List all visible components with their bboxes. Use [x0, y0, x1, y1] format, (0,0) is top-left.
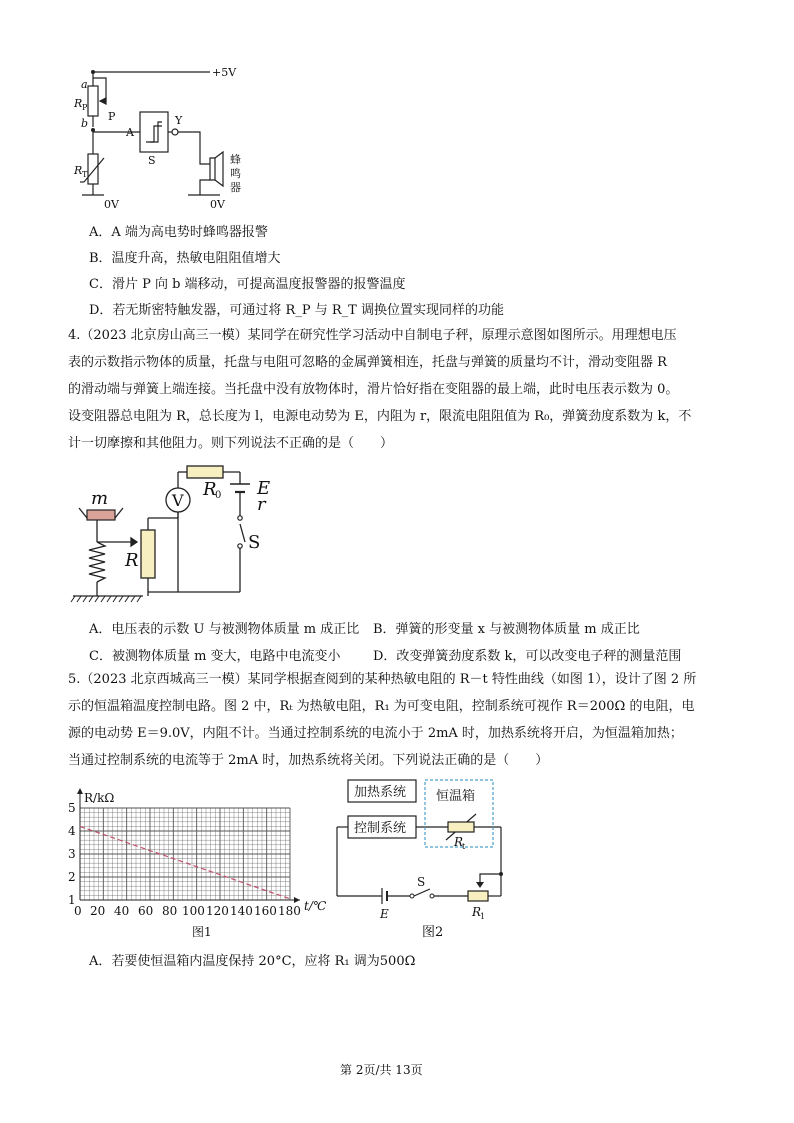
q4-option-c: C．被测物体质量 m 变大，电路中电流变小: [89, 649, 341, 664]
x-tick-80: 80: [162, 904, 178, 918]
label-heater: 加热系统: [354, 785, 407, 800]
y-tick-2: 2: [68, 870, 76, 884]
label-switch: S: [417, 875, 426, 889]
label-rp-sub: P: [82, 103, 88, 112]
label-rp: R: [74, 97, 83, 110]
y-tick-1: 1: [68, 893, 76, 907]
y-tick-4: 4: [68, 824, 76, 838]
label-output-y: Y: [175, 114, 183, 127]
label-plus5v: +5V: [212, 66, 237, 79]
circuit-1-figure: [60, 62, 320, 214]
q5-option-a: A．若要使恒温箱内温度保持 20°C，应将 R₁ 调为500Ω: [89, 954, 416, 969]
q5-line-3: 源的电动势 E＝9.0V，内阻不计。当通过控制系统的电流小于 2mA 时，加热系统将开启，为恒温箱加热；: [68, 726, 683, 741]
x-tick-0: 0: [74, 904, 82, 918]
y-tick-3: 3: [68, 847, 76, 861]
q3-option-c: C．滑片 P 向 b 端移动，可提高温度报警器的报警温度: [89, 277, 406, 292]
label-rt-sub: T: [82, 170, 88, 179]
x-tick-60: 60: [138, 904, 154, 918]
label-buzzer-3: 器: [230, 181, 241, 194]
label-gnd-right: 0V: [210, 198, 225, 211]
q5-line-2: 示的恒温箱温度控制电路。图 2 中，Rₜ 为热敏电阻，R₁ 为可变电阻，控制系统可视作 R＝200Ω 的电阻，电: [68, 699, 695, 714]
q5-stem: [68, 666, 748, 774]
q4-line-2: 表的示数指示物体的质量，托盘与电阻可忽略的金属弹簧相连，托盘与弹簧的质量均不计，滑动变阻器 R: [68, 355, 667, 370]
label-switch-s: S: [248, 532, 261, 553]
chart-grid: [80, 808, 290, 900]
x-tick-180: 180: [278, 904, 301, 918]
label-rt-sub: t: [462, 842, 466, 851]
label-trigger-s: S: [148, 154, 156, 167]
q4-option-a: A．电压表的示数 U 与被测物体质量 m 成正比: [89, 622, 360, 637]
label-buzzer-1: 蜂: [230, 153, 241, 166]
label-oven: 恒温箱: [436, 789, 476, 804]
label-rt: R: [74, 164, 83, 177]
q4-stem: [68, 322, 748, 457]
scale-circuit-figure: [65, 460, 295, 610]
rt-data-line: [80, 826, 290, 898]
label-node-b: b: [81, 117, 89, 130]
x-tick-140: 140: [230, 904, 253, 918]
q4-line-1: 4.（2023 北京房山高三一模）某同学在研究性学习活动中自制电子秤，原理示意图如图所示。用理想电压: [68, 328, 677, 343]
label-internal-r: r: [257, 494, 266, 515]
y-tick-5: 5: [68, 801, 76, 815]
q5-line-1: 5.（2023 北京西城高三一模）某同学根据查阅到的某种热敏电阻的 R－t 特性曲线（如图 1），设计了图 2 所: [68, 672, 697, 687]
y-axis-label: R/kΩ: [84, 791, 115, 805]
q4-line-3: 的滑动端与弹簧上端连接。当托盘中没有放物体时，滑片恰好指在变阻器的最上端，此时电压表示数为 0。: [68, 382, 679, 397]
label-r0: R: [203, 479, 217, 500]
q3-option-b: B．温度升高，热敏电阻阻值增大: [89, 251, 281, 266]
label-emf: E: [380, 907, 389, 921]
q3-option-d: D．若无斯密特触发器，可通过将 R_P 与 R_T 调换位置实现同样的功能: [89, 303, 504, 318]
label-mass-m: m: [91, 488, 109, 509]
rt-characteristic-chart: [64, 780, 344, 942]
label-emf-e: E: [257, 478, 271, 499]
label-r1: R: [472, 905, 482, 919]
label-node-a: a: [81, 78, 88, 91]
label-rt: R: [454, 835, 464, 849]
q4-line-5: 计一切摩擦和其他阻力。则下列说法不正确的是（ ）: [68, 436, 394, 451]
voltmeter-v: V: [172, 491, 184, 510]
thermostat-circuit-figure: [334, 776, 518, 942]
label-gnd-left: 0V: [104, 198, 119, 211]
x-tick-40: 40: [114, 904, 130, 918]
label-slider-p: P: [108, 110, 116, 123]
x-axis-label: t/℃: [304, 899, 327, 913]
circuit2-caption: 图2: [422, 925, 444, 940]
x-tick-20: 20: [90, 904, 106, 918]
chart-caption: 图1: [192, 925, 212, 939]
x-tick-120: 120: [206, 904, 229, 918]
x-tick-100: 100: [182, 904, 205, 918]
x-tick-160: 160: [254, 904, 277, 918]
q4-option-b: B．弹簧的形变量 x 与被测物体质量 m 成正比: [373, 622, 640, 637]
q4-line-4: 设变阻器总电阻为 R，总长度为 l，电源电动势为 E，内阻为 r，限流电阻阻值为 R₀，弹簧劲度系数为 k，不: [68, 409, 692, 424]
page-footer: 第 2页/共 13页: [340, 1063, 423, 1077]
label-r1-sub: 1: [480, 912, 486, 921]
label-r0-sub: 0: [215, 490, 222, 501]
q3-option-a: A．A 端为高电势时蜂鸣器报警: [89, 225, 268, 240]
label-control: 控制系统: [354, 821, 407, 836]
q5-line-4: 当通过控制系统的电流等于 2mA 时，加热系统将关闭。下列说法正确的是（ ）: [68, 753, 549, 768]
label-input-a: A: [126, 126, 134, 139]
q4-option-d: D．改变弹簧劲度系数 k，可以改变电子秤的测量范围: [373, 649, 682, 664]
label-buzzer-2: 鸣: [230, 167, 241, 180]
label-rheostat-r: R: [125, 550, 139, 571]
